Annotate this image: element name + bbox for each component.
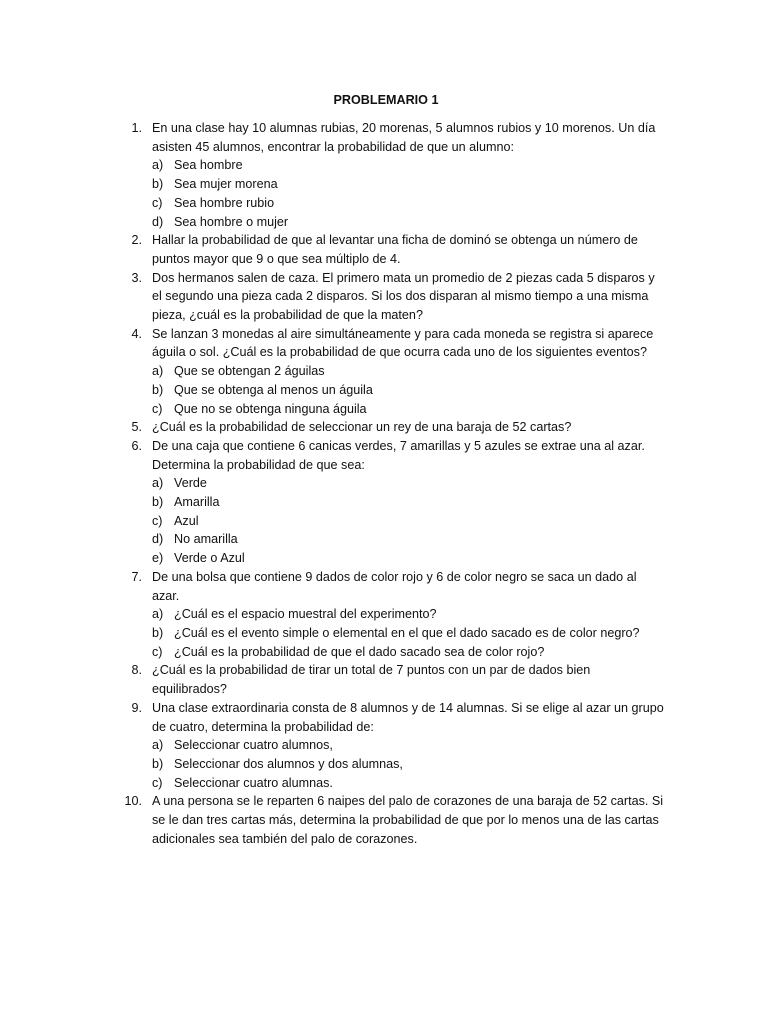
sub-question-text: Seleccionar dos alumnos y dos alumnas, (174, 756, 403, 771)
sub-question-text: Seleccionar cuatro alumnas. (174, 775, 333, 790)
problem-list (126, 119, 666, 848)
problem-item (126, 119, 666, 231)
problem-item (126, 269, 666, 325)
problem-text: Una clase extraordinaria consta de 8 alumnos y de 14 alumnas. Si se elige al azar un grupo de cuatro, determina la probabilidad de: (152, 700, 664, 734)
sub-question-item (152, 400, 666, 419)
sub-question-text: Que se obtengan 2 águilas (174, 364, 325, 379)
sub-question-item (152, 755, 666, 774)
problem-number: 8. (131, 663, 142, 678)
sub-question-letter: c) (152, 644, 163, 659)
sub-question-letter: b) (152, 382, 164, 397)
problem-item (126, 437, 666, 568)
problem-item (126, 418, 666, 437)
problem-text: En una clase hay 10 alumnas rubias, 20 morenas, 5 alumnos rubios y 10 morenos. Un día asisten 45 alumnos, encontrar la probabilidad de que un alumno: (152, 121, 656, 154)
sub-question-text: Verde (174, 476, 207, 491)
sub-question-text: No amarilla (174, 532, 238, 547)
problem-text: Hallar la probabilidad de que al levantar una ficha de dominó se obtenga un número de puntos mayor que 9 o que sea múltiplo de 4. (152, 233, 638, 266)
problem-text: Se lanzan 3 monedas al aire simultáneamente y para cada moneda se registra si aparece águila o sol. ¿Cuál es la probabilidad de que ocurra cada uno de los siguientes eventos? (152, 326, 654, 360)
sub-question-item (152, 605, 666, 624)
sub-question-letter: a) (152, 476, 164, 491)
problem-text: ¿Cuál es la probabilidad de seleccionar un rey de una baraja de 52 cartas? (152, 420, 572, 435)
sub-question-list (152, 474, 666, 568)
sub-question-item (152, 381, 666, 400)
problem-number: 3. (131, 270, 142, 285)
sub-question-text: ¿Cuál es la probabilidad de que el dado sacado sea de color rojo? (174, 644, 545, 659)
sub-question-text: ¿Cuál es el espacio muestral del experimento? (174, 607, 437, 622)
sub-question-item (152, 549, 666, 568)
sub-question-item (152, 175, 666, 194)
sub-question-text: Que se obtenga al menos un águila (174, 382, 373, 397)
sub-question-item (152, 474, 666, 493)
problem-number: 10. (124, 794, 142, 809)
sub-question-text: Sea hombre o mujer (174, 214, 289, 229)
problem-number: 2. (131, 233, 142, 248)
sub-question-item (152, 156, 666, 175)
sub-question-text: Seleccionar cuatro alumnos, (174, 738, 333, 753)
sub-question-letter: c) (152, 513, 163, 528)
problem-number: 5. (131, 420, 142, 435)
sub-question-text: Sea hombre (174, 158, 243, 173)
problem-text: De una caja que contiene 6 canicas verdes, 7 amarillas y 5 azules se extrae una al azar. Determina la probabilidad de que sea: (152, 438, 645, 472)
sub-question-letter: a) (152, 158, 164, 173)
problem-text: ¿Cuál es la probabilidad de tirar un total de 7 puntos con un par de dados bien equilibrados? (152, 663, 591, 697)
sub-question-item (152, 512, 666, 531)
sub-question-letter: d) (152, 532, 164, 547)
sub-question-text: Sea mujer morena (174, 177, 278, 192)
problem-number: 1. (131, 121, 142, 135)
sub-question-letter: a) (152, 364, 164, 379)
problem-text: A una persona se le reparten 6 naipes del palo de corazones de una baraja de 52 cartas. Si se le dan tres cartas más, determina la probabilidad de que por lo menos una de las cartas adicionales sea también del palo de corazones. (152, 794, 664, 846)
problem-number: 9. (131, 700, 142, 715)
problem-item (126, 792, 666, 848)
problem-text: De una bolsa que contiene 9 dados de color rojo y 6 de color negro se saca un dado al azar. (152, 569, 637, 603)
sub-question-item (152, 643, 666, 662)
sub-question-text: Verde o Azul (174, 551, 245, 566)
sub-question-item (152, 624, 666, 643)
sub-question-letter: b) (152, 625, 164, 640)
problem-text: Dos hermanos salen de caza. El primero mata un promedio de 2 piezas cada 5 disparos y el segundo una pieza cada 2 disparos. Si los dos disparan al mismo tiempo a una misma pieza, ¿cuál es la probabilidad de que la maten? (152, 270, 655, 323)
sub-question-letter: b) (152, 177, 164, 192)
document-title: PROBLEMARIO 1 (333, 93, 439, 107)
sub-question-item (152, 736, 666, 755)
sub-question-letter: c) (152, 401, 163, 416)
sub-question-letter: c) (152, 775, 163, 790)
sub-question-text: ¿Cuál es el evento simple o elemental en el que el dado sacado es de color negro? (174, 625, 640, 640)
problem-number: 4. (131, 326, 142, 341)
sub-question-list (152, 156, 666, 231)
sub-question-list (152, 362, 666, 418)
sub-question-letter: b) (152, 756, 164, 771)
sub-question-text: Amarilla (174, 495, 220, 510)
sub-question-text: Que no se obtenga ninguna águila (174, 401, 367, 416)
sub-question-list (152, 736, 666, 792)
problem-item (126, 325, 666, 419)
sub-question-text: Sea hombre rubio (174, 195, 275, 210)
sub-question-letter: d) (152, 214, 164, 229)
sub-question-letter: c) (152, 195, 163, 210)
sub-question-item (152, 362, 666, 381)
sub-question-letter: b) (152, 495, 164, 510)
sub-question-item (152, 213, 666, 232)
sub-question-item (152, 194, 666, 213)
sub-question-list (152, 605, 666, 661)
problem-number: 7. (131, 569, 142, 584)
sub-question-letter: a) (152, 738, 164, 753)
problem-number: 6. (131, 438, 142, 453)
sub-question-item (152, 530, 666, 549)
problem-item (126, 231, 666, 268)
problem-item (126, 568, 666, 662)
sub-question-text: Azul (174, 513, 199, 528)
sub-question-letter: a) (152, 607, 164, 622)
sub-question-letter: e) (152, 551, 164, 566)
problem-item (126, 699, 666, 793)
sub-question-item (152, 493, 666, 512)
sub-question-item (152, 774, 666, 793)
problem-item (126, 661, 666, 698)
